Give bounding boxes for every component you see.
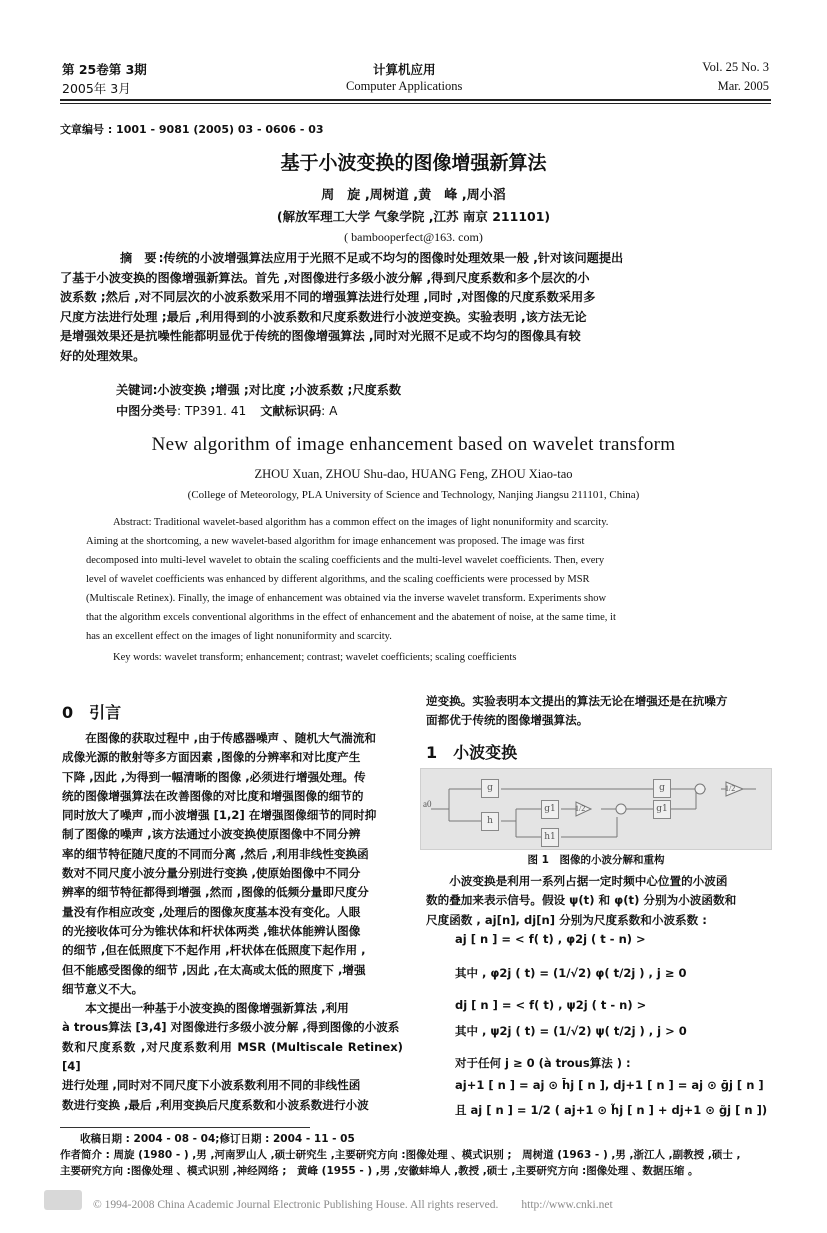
author-bio-line: 主要研究方向 :图像处理 、模式识别 ,神经网络 ; 黄峰 (1955 - ) ,男 ,安徽蚌埠人 ,教授 ,硕士 ,主要研究方向 :图像处理 、数据压缩 。	[60, 1165, 699, 1177]
doc-code-value: : A	[321, 404, 338, 418]
classification	[116, 402, 338, 419]
journal-name: 计算机应用	[373, 62, 436, 77]
abstract-cn	[60, 249, 772, 366]
body-line: 细节意义不大。	[62, 981, 144, 996]
filter-g1-box: g1	[541, 800, 559, 819]
body-line: 统的图像增强算法在改善图像的对比度和增强图像的细节的	[62, 788, 364, 803]
section-0-heading: 0 引言	[62, 703, 122, 722]
equation-4: 其中 , ψ2j ( t) = (1/√2) ψ( t/2j ) , j > 0	[455, 1024, 687, 1038]
paper-title-cn: 基于小波变换的图像增强新算法	[280, 152, 547, 174]
equation-3: dj [ n ] = < f( t) , ψ2j ( t - n) >	[455, 998, 647, 1012]
filter-h1-box: h1	[541, 828, 559, 847]
figure-1-caption: 图 1 图像的小波分解和重构	[527, 854, 665, 866]
body-line: 数对不同尺度小波分量分别进行变换 ,使原始图像中不同分	[62, 866, 361, 881]
section-1-heading: 1 小波变换	[426, 743, 518, 762]
body-line: 数和尺度系数 ,对尺度系数利用 MSR (Multiscale Retinex) [4]	[62, 1039, 403, 1074]
body-line: 的细节 ,但在低照度下不起作用 ,杆状体在低照度下起作用 ,	[62, 943, 366, 958]
copyright-notice: © 1994-2008 China Academic Journal Electronic Publishing House. All rights reserved. http://www.cnki.net	[93, 1199, 613, 1211]
abstract-en-line: has an excellent effect on the images of light nonuniformity and scarcity.	[86, 631, 392, 642]
intro-continuation	[426, 692, 771, 731]
abstract-en-line: level of wavelet coefficients was enhanced by different algorithms, and the scaling coefficients were processed by MSR	[86, 574, 590, 585]
author-email: ( bambooperfect@163. com)	[344, 230, 483, 244]
section-0-body	[62, 729, 403, 1115]
abstract-cn-line: 好的处理效果。	[60, 348, 146, 363]
keywords-en: Key words: wavelet transform; enhancement; contrast; wavelet coefficients; scaling coefficients	[113, 652, 517, 663]
journal-volume-en: Vol. 25 No. 3	[702, 60, 769, 74]
body-line: 但不能感受图像的细节 ,因此 ,在太高或太低的照度下 ,增强	[62, 962, 366, 977]
journal-date: 2005年 3月	[62, 81, 131, 96]
body-line: 同时放大了噪声 ,而小波增强 [1,2] 在增强图像细节的同时抑	[62, 808, 377, 823]
doc-code-label: 文献标识码	[260, 404, 322, 418]
abstract-en-line: Abstract: Traditional wavelet-based algorithm has a common effect on the images of light nonuniformity and scarcity.	[113, 517, 609, 528]
keywords-cn: 关键词:小波变换 ;增强 ;对比度 ;小波系数 ;尺度系数	[116, 383, 402, 397]
publisher-logo	[44, 1190, 82, 1210]
received-date: 收稿日期 : 2004 - 08 - 04;修订日期 : 2004 - 11 - 05	[80, 1133, 355, 1145]
body-line: 小波变换是利用一系列占据一定时频中心位置的小波函	[449, 874, 728, 888]
body-line: 逆变换。实验表明本文提出的算法无论在增强还是在抗噪方	[426, 694, 728, 708]
filter-g1-recon-box: g1	[653, 800, 671, 819]
clc-label: 中图分类号	[116, 404, 177, 418]
abstract-en-line: (Multiscale Retinex). Finally, the image of enhancement was obtained via the inverse wavelet transform. Experiments show	[86, 593, 607, 604]
body-line: 辨率的细节特征都得到增强 ,然而 ,图像的低频分量即尺度分	[62, 885, 369, 900]
abstract-cn-line: 了基于小波变换的图像增强新算法。首先 ,对图像进行多级小波分解 ,得到尺度系数和多个层次的小	[60, 270, 590, 285]
authors-en: ZHOU Xuan, ZHOU Shu-dao, HUANG Feng, ZHOU Xiao-tao	[254, 467, 573, 481]
header-rule-thin	[60, 103, 771, 104]
filter-g-recon-box: g	[653, 779, 671, 798]
affiliation-cn: (解放军理工大学 气象学院 ,江苏 南京 211101)	[276, 209, 551, 224]
header-rule	[60, 99, 771, 101]
equation-7: 且 aj [ n ] = 1/2 ( aj+1 ⊙ h̃j [ n ] + dj+1 ⊙ g̃j [ n ])	[455, 1103, 768, 1117]
abstract-en-line: decomposed into multi-level wavelet to obtain the scaling coefficients and the multi-level wavelet coefficients. Then, every	[86, 555, 605, 566]
body-line: 尺度函数 , aj[n], dj[n] 分别为尺度系数和小波系数 :	[426, 912, 707, 927]
journal-date-en: Mar. 2005	[717, 79, 769, 93]
figure-half-label: 1/2	[575, 804, 586, 813]
body-line: 面都优于传统的图像增强算法。	[426, 713, 589, 728]
wavelet-diagram-figure	[420, 768, 772, 850]
figure-label-a0: a0	[423, 799, 432, 809]
body-line: 量没有作相应改变 ,处理后的图像灰度基本没有变化。人眼	[62, 904, 361, 919]
filter-h-box: h	[481, 812, 499, 831]
journal-name-en: Computer Applications	[346, 79, 463, 93]
keywords-cn-label: 关键词	[116, 383, 153, 397]
abstract-cn-line: 是增强效果还是抗噪性能都明显优于传统的图像增强算法 ,同时对光照不足或不均匀的图像具有较	[60, 329, 581, 343]
figure-half-label: 1/2	[725, 784, 736, 793]
journal-volume: 第 25卷第 3期	[62, 62, 147, 77]
body-line: 数的叠加来表示信号。假设 ψ(t) 和 φ(t) 分别为小波函数和	[426, 893, 737, 908]
equation-2: 其中 , φ2j ( t) = (1/√2) φ( t/2j ) , j ≥ 0	[455, 966, 687, 980]
body-line: 进行处理 ,同时对不同尺度下小波系数利用不同的非线性函	[62, 1078, 361, 1093]
equation-6: aj+1 [ n ] = aj ⊙ h̄j [ n ], dj+1 [ n ] = aj ⊙ ḡj [ n ]	[455, 1078, 764, 1092]
footnote-rule	[60, 1127, 310, 1128]
section-1-body	[426, 872, 771, 930]
footnote	[60, 1131, 772, 1179]
equation-1: aj [ n ] = < f( t) , φ2j ( t - n) >	[455, 932, 646, 946]
body-line: 数进行变换 ,最后 ,利用变换后尺度系数和小波系数进行小波	[62, 1097, 369, 1112]
authors-cn: 周 旋 ,周树道 ,黄 峰 ,周小滔	[321, 188, 506, 203]
abstract-cn-label: 摘 要	[120, 251, 157, 265]
abstract-cn-line: 摘 要 :传统的小波增强算法应用于光照不足或不均匀的图像时处理效果一般 ,针对该问题提出	[120, 251, 624, 265]
author-bio-line: 作者简介 : 周旋 (1980 - ) ,男 ,河南罗山人 ,硕士研究生 ,主要研究方向 :图像处理 、模式识别 ; 周树道 (1963 - ) ,男 ,浙江人 ,副教授 ,硕士 ,	[60, 1149, 741, 1161]
clc-value: : TP391. 41	[176, 404, 247, 418]
article-id: 文章编号 : 1001 - 9081 (2005) 03 - 0606 - 03	[60, 123, 324, 136]
equation-5: 对于任何 j ≥ 0 (à trous算法 ) :	[455, 1056, 631, 1070]
body-line: 的光接收体可分为锥状体和杆状体两类 ,锥状体能辨认图像	[62, 923, 361, 938]
abstract-en-line: Aiming at the shortcoming, a new wavelet-based algorithm for image enhancement was proposed. The image was first	[86, 536, 585, 547]
abstract-en	[86, 513, 748, 646]
affiliation-en: (College of Meteorology, PLA University of Science and Technology, Nanjing Jiangsu 211101, China)	[187, 489, 640, 501]
body-line: à trous算法 [3,4] 对图像进行多级小波分解 ,得到图像的小波系	[62, 1020, 400, 1035]
filter-g-box: g	[481, 779, 499, 798]
body-line: 本文提出一种基于小波变换的图像增强新算法 ,利用	[85, 1001, 349, 1016]
body-line: 率的细节特征随尺度的不同而分离 ,然后 ,利用非线性变换函	[62, 846, 369, 861]
wavelet-diagram	[421, 769, 771, 849]
abstract-en-line: that the algorithm excels conventional algorithms in the effect of enhancement and the abatement of noise, at the same time, it	[86, 612, 616, 623]
abstract-cn-line: 尺度方法进行处理 ;最后 ,利用得到的小波系数和尺度系数进行小波逆变换。实验表明 ,该方法无论	[60, 309, 587, 324]
body-line: 在图像的获取过程中 ,由于传感器噪声 、随机大气湍流和	[85, 731, 376, 745]
body-line: 成像光源的散射等多方面因素 ,图像的分辨率和对比度产生	[62, 750, 361, 765]
body-line: 制了图像的噪声 ,该方法通过小波变换使原图像中不同分辨	[62, 827, 361, 842]
body-line: 下降 ,因此 ,为得到一幅清晰的图像 ,必须进行增强处理。传	[62, 769, 366, 784]
paper-title-en: New algorithm of image enhancement based on wavelet transform	[151, 434, 676, 455]
abstract-cn-line: 波系数 ;然后 ,对不同层次的小波系数采用不同的增强算法进行处理 ,同时 ,对图像的尺度系数采用多	[60, 290, 596, 304]
